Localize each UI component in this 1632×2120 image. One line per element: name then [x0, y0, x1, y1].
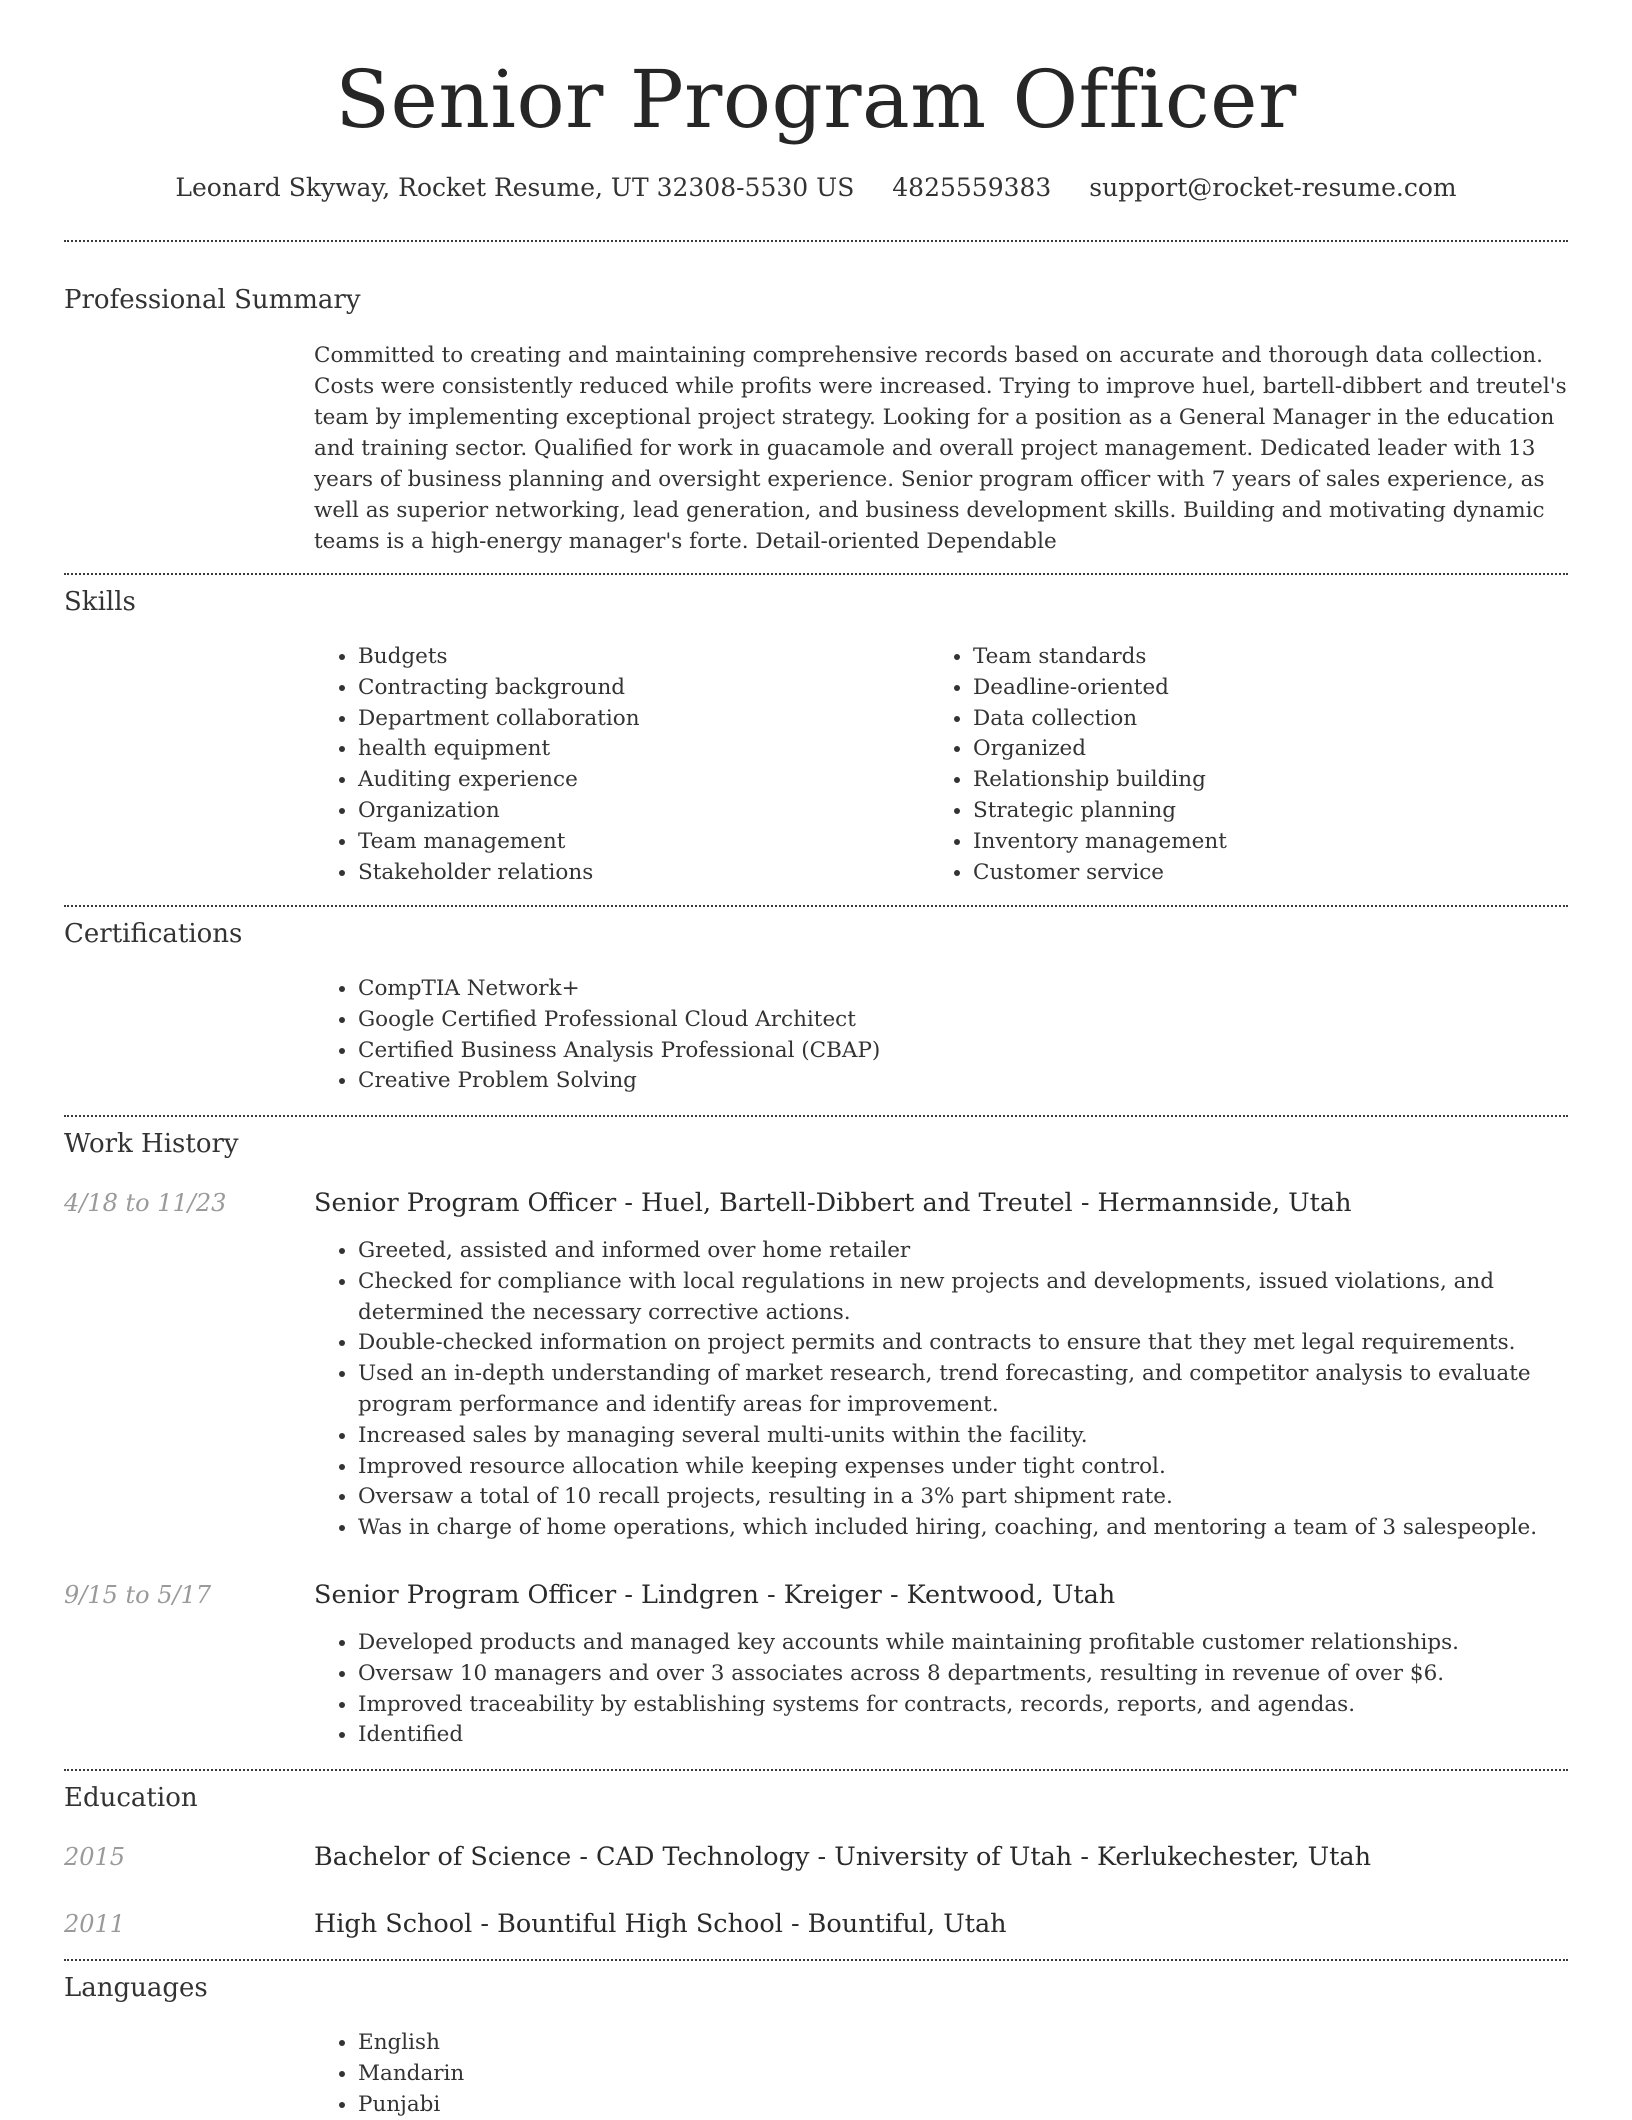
- languages-heading: Languages: [64, 1973, 208, 2003]
- contact-line: [0, 170, 1632, 206]
- list-item: • Inventory management: [973, 827, 1533, 858]
- divider: [64, 573, 1568, 575]
- divider: [64, 240, 1568, 242]
- languages-list: [314, 2028, 958, 2120]
- job-bullets: [314, 1628, 1588, 1751]
- email[interactable]: support@rocket-resume.com: [1089, 173, 1457, 202]
- list-item: • Customer service: [973, 858, 1533, 889]
- skills-list-left: [314, 642, 918, 888]
- list-item: • Deadline-oriented: [973, 673, 1533, 704]
- summary-text: Committed to creating and maintaining comprehensive records based on accurate and thorough data collection. Costs were consistently reduced while profits were increased. Trying to improve huel, bartell-dibbert and treutel's team by implementing exceptional project strategy. Looking for a position as a General Manager in the education and training sector. Qualified for work in guacamole and overall project management. Dedicated leader with 13 years of business planning and oversight experience. Senior program officer with 7 years of sales experience, as well as superior networking, lead generation, and business development skills. Building and motivating dynamic teams is a high-energy manager's forte. Detail-oriented Dependable: [314, 343, 1567, 554]
- list-item: • Team standards: [973, 642, 1533, 673]
- job-bullets: [314, 1236, 1588, 1544]
- divider: [64, 1959, 1568, 1961]
- list-item: • Oversaw 10 managers and over 3 associates across 8 departments, resulting in revenue of over $6.: [358, 1659, 1588, 1690]
- education-year: 2015: [64, 1843, 126, 1871]
- divider: [64, 905, 1568, 907]
- list-item: • Contracting background: [358, 673, 918, 704]
- list-item: • Identified: [358, 1720, 1588, 1751]
- list-item: • Used an in-depth understanding of market research, trend forecasting, and competitor analysis to evaluate program performance and identify areas for improvement.: [358, 1359, 1588, 1421]
- list-item: • Data collection: [973, 704, 1533, 735]
- list-item: • CompTIA Network+: [358, 974, 1558, 1005]
- education-degree: Bachelor of Science - CAD Technology - University of Utah - Kerlukechester, Utah: [314, 1842, 1371, 1872]
- job-dates: 4/18 to 11/23: [64, 1189, 227, 1217]
- list-item: • Punjabi: [358, 2090, 958, 2120]
- list-item: • Strategic planning: [973, 796, 1533, 827]
- job-dates: 9/15 to 5/17: [64, 1581, 212, 1609]
- job-title: Senior Program Officer - Huel, Bartell-Dibbert and Treutel - Hermannside, Utah: [314, 1188, 1352, 1218]
- resume-title: Senior Program Officer: [335, 53, 1297, 146]
- list-item: • Oversaw a total of 10 recall projects, resulting in a 3% part shipment rate.: [358, 1482, 1588, 1513]
- list-item: • Checked for compliance with local regulations in new projects and developments, issued violations, and determined the necessary corrective actions.: [358, 1267, 1588, 1329]
- list-item: • Increased sales by managing several multi-units within the facility.: [358, 1421, 1588, 1452]
- list-item: • Was in charge of home operations, which included hiring, coaching, and mentoring a team of 3 salespeople.: [358, 1513, 1588, 1544]
- divider: [64, 1769, 1568, 1771]
- work-heading: Work History: [64, 1129, 239, 1159]
- list-item: • Mandarin: [358, 2059, 958, 2090]
- list-item: • Relationship building: [973, 765, 1533, 796]
- list-item: • Greeted, assisted and informed over home retailer: [358, 1236, 1588, 1267]
- summary-heading: Professional Summary: [64, 285, 361, 315]
- job-title: Senior Program Officer - Lindgren - Kreiger - Kentwood, Utah: [314, 1580, 1116, 1610]
- list-item: • Creative Problem Solving: [358, 1066, 1558, 1097]
- list-item: • Google Certified Professional Cloud Architect: [358, 1005, 1558, 1036]
- skills-list-right: [929, 642, 1533, 888]
- education-year: 2011: [64, 1910, 126, 1938]
- list-item: • Certified Business Analysis Professional (CBAP): [358, 1036, 1558, 1067]
- list-item: • Stakeholder relations: [358, 858, 918, 889]
- list-item: • Organization: [358, 796, 918, 827]
- divider: [64, 1115, 1568, 1117]
- certifications-list: [314, 974, 1558, 1097]
- list-item: • health equipment: [358, 734, 918, 765]
- phone: 4825559383: [892, 173, 1052, 202]
- list-item: • Team management: [358, 827, 918, 858]
- list-item: • Budgets: [358, 642, 918, 673]
- education-heading: Education: [64, 1783, 198, 1813]
- certifications-heading: Certifications: [64, 919, 243, 949]
- list-item: • Double-checked information on project permits and contracts to ensure that they met legal requirements.: [358, 1328, 1588, 1359]
- list-item: • Developed products and managed key accounts while maintaining profitable customer relationships.: [358, 1628, 1588, 1659]
- skills-heading: Skills: [64, 587, 136, 617]
- list-item: • English: [358, 2028, 958, 2059]
- education-degree: High School - Bountiful High School - Bountiful, Utah: [314, 1909, 1007, 1939]
- address: Leonard Skyway, Rocket Resume, UT 32308-5530 US: [175, 173, 855, 202]
- list-item: • Organized: [973, 734, 1533, 765]
- list-item: • Auditing experience: [358, 765, 918, 796]
- list-item: • Improved resource allocation while keeping expenses under tight control.: [358, 1452, 1588, 1483]
- list-item: • Improved traceability by establishing systems for contracts, records, reports, and agendas.: [358, 1690, 1588, 1721]
- list-item: • Department collaboration: [358, 704, 918, 735]
